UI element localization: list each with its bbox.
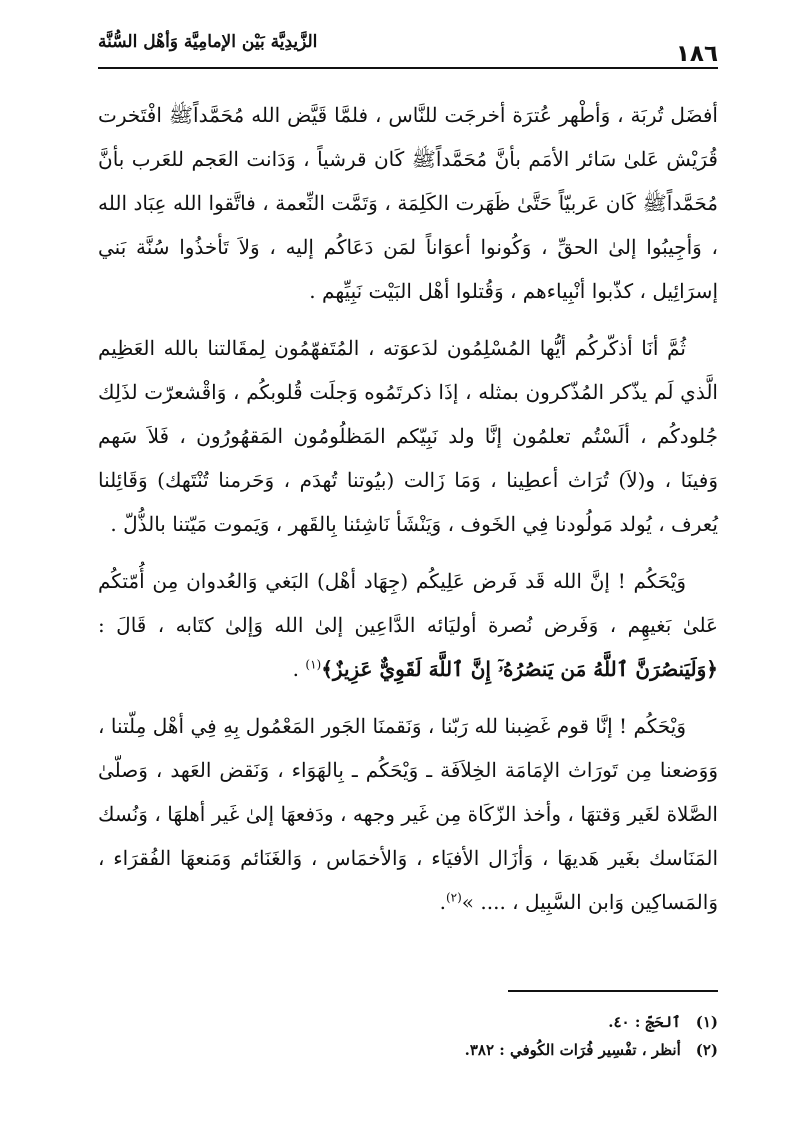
header-divider	[98, 67, 718, 69]
paragraph-4-end: .	[439, 890, 446, 914]
footnote-divider	[508, 990, 718, 992]
footnote-item	[98, 1036, 718, 1064]
page-header	[98, 28, 718, 68]
footnote-text: ٱلحَجّ : ٤٠.	[608, 1013, 681, 1031]
quran-verse: ﴿وَلَيَنصُرَنَّ ٱللَّهُ مَن يَنصُرُهُۥٓ إِنَّ ٱللَّهَ لَقَوِيٌّ عَزِيزٌ﴾	[321, 657, 718, 681]
paragraph-2: ثُمَّ أنَا أذكّركُم أيُّها المُسْلِمُون لدَعوَته ، المُتَفهّمُون لِمقَالتنا بالله العَظِيم الَّذي لَم يذّكر المُذّكرون بمثله ، إذَا ذكرتَمُوه وَجلَت قُلوبكُم ، وَاقْشعرّت لذَلِك جُلودكُم ، ألَسْتُم تعلمُون إنَّا ولد نَبِيّكم المَظلُومُون المَقهُورُون ، فَلاَ سَهم وَفينَا ، و(لاَ) تُرَاث أعطِينا ، وَمَا زَالت (بيُوتنا تُهدَم ، وَحَرمنا تُنْتَهك) وَقَائِلنا يُعرف ، يُولد مَولُودنا فِي الخَوف ، وَيَنْشَأ نَاشِئنا بِالقَهر ، وَيَموت مَيّتنا بالذُّلّ .	[98, 336, 718, 536]
footnote-number: (١)	[695, 1013, 718, 1031]
footnotes	[98, 1008, 718, 1064]
main-text	[98, 93, 718, 937]
paragraph-3-text: وَيْحَكُم ! إنَّ الله قَد فَرض عَلِيكُم (جِهَاد أهْل) البَغي وَالعُدوان مِن أُمّتكُم عَلىٰ بَغيهِم ، وَفَرض نُصرة أوليَائه الدَّاعِين إلىٰ الله وَإلىٰ كتَابه ، قَالَ :	[98, 569, 718, 637]
paragraph-3	[98, 559, 718, 691]
footnote-number: (٢)	[695, 1041, 718, 1059]
footnote-text: أنظر ، تفْسِير فُرَات الكُوفي : ٣٨٢.	[464, 1041, 681, 1059]
footnote-reference-2: (٢)	[445, 890, 462, 905]
page-number: ١٨٦	[675, 41, 718, 67]
paragraph-3-end: .	[292, 657, 300, 681]
running-title: الزَّيدِيَّة بَيْن الإمامِيَّة وَأهْل السُّنَّة	[98, 32, 318, 52]
footnote-item	[98, 1008, 718, 1036]
paragraph-1: أفضَل تُربَة ، وَأطْهر عُترَة أخرجَت للنَّاس ، فلمَّا قَيَّض الله مُحَمَّداًﷺ افْتَخرت قُرَيْش عَلىٰ سَائر الأمَم بأنَّ مُحَمَّداًﷺ كَان قرشياً ، وَدَانت العَجم للعَرب بأنَّ مُحَمَّداًﷺ كَان عَربيّاً حَتَّىٰ ظَهَرت الكَلِمَة ، وَتَمَّت النِّعمة ، فاتَّقوا الله عِبَاد الله ، وَأجِيبُوا إلىٰ الحقِّ ، وَكُونوا أعوَاناً لمَن دَعَاكُم إليه ، وَلاَ تَأخذُوا سُنَّة بَني إسرَائِيل ، كذّبوا أنْبِياءهم ، وَقُتلوا أهْل البَيْت نَبِيِّهم .	[98, 103, 718, 303]
footnote-reference-1: (١)	[305, 657, 322, 672]
paragraph-4-text: وَيْحَكُم ! إنَّا قوم غَضِبنا لله رَبّنا ، وَنَقمنَا الجَور المَعْمُول بِهِ فِي أهْل مِلّتنا ، وَوَضعنا مِن تَورَاث الإمَامَة الخِلاَفَة ـ وَيْحَكُم ـ بِالهَوَاء ، وَنَقض العَهد ، وَصلّىٰ الصَّلاة لغَير وَقتهَا ، وأخذ الزّكَاة مِن غَير وجهه ، ودَفعهَا إلىٰ غَير أهلهَا ، وَنُسك المَنَاسك بغَير هَديهَا ، وَأزَال الأفيَاء ، وَالأخمَاس ، وَالغَنَائم وَمَنعهَا الفُقرَاء ، وَالمَساكِين وَابن السَّبِيل ، .... »	[98, 714, 718, 914]
paragraph-4	[98, 704, 718, 924]
